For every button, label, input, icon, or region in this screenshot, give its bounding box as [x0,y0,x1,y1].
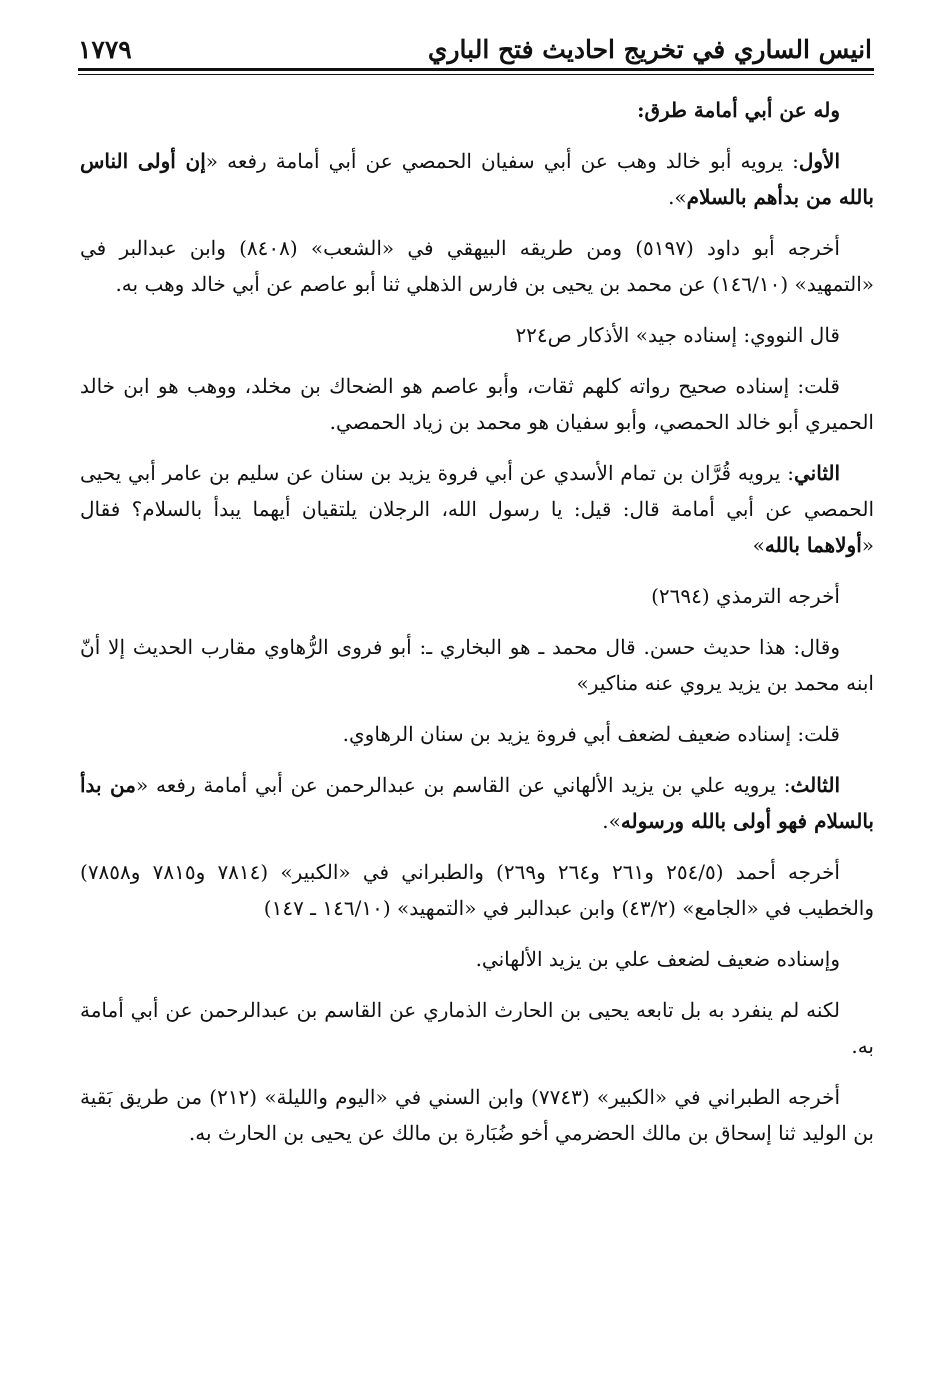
paragraph [80,854,874,926]
paragraph [80,143,874,215]
bold-text: الأول [798,149,841,173]
running-header [78,28,872,68]
text-run: أخرجه أبو داود (٥١٩٧) ومن طريقه البيهقي في «الشعب» (٨٤٠٨) وابن عبدالبر في «التمهيد» (١٤٦/١٠) عن محمد بن يحيى بن فارس الذهلي ثنا أبو عاصم عن أبي خالد وهب به. [80,236,874,296]
text-run: ». [602,809,621,833]
paragraph [80,455,874,563]
text-run: وإسناده ضعيف لضعف علي بن يزيد الألهاني. [475,947,840,971]
text-run: أخرجه الترمذي (٢٦٩٤) [651,584,840,608]
paragraph [80,629,874,701]
bold-text: الثاني [793,461,840,485]
paragraph [80,941,874,977]
paragraph [80,92,874,128]
text-run: » [752,533,765,557]
paragraph [80,992,874,1064]
paragraph [80,716,874,752]
paragraph [80,1079,874,1151]
text-run: لكنه لم ينفرد به بل تابعه يحيى بن الحارث الذماري عن القاسم بن عبدالرحمن عن أبي أمامة به. [80,998,874,1058]
text-run: قلت: إسناده صحيح رواته كلهم ثقات، وأبو عاصم هو الضحاك بن مخلد، ووهب هو ابن خالد الحميري أبو خالد الحمصي، وأبو سفيان هو محمد بن زياد الحمصي. [80,374,874,434]
bold-text: الثالث [790,773,840,797]
paragraph [80,767,874,839]
header-rule-thin [78,74,874,75]
text-run: قلت: إسناده ضعيف لضعف أبي فروة يزيد بن سنان الرهاوي. [342,722,840,746]
paragraph [80,317,874,353]
bold-text: وله عن أبي أمامة طرق: [637,98,840,122]
text-run: : يرويه أبو خالد وهب عن أبي سفيان الحمصي عن أبي أمامة رفعه « [205,149,799,173]
text-run: ». [668,185,687,209]
body-text [80,92,874,1166]
text-run: : يرويه علي بن يزيد الألهاني عن القاسم بن عبدالرحمن عن أبي أمامة رفعه « [135,773,791,797]
text-run: أخرجه الطبراني في «الكبير» (٧٧٤٣) وابن السني في «اليوم والليلة» (٢١٢) من طريق بَقية بن الوليد ثنا إسحاق بن مالك الحضرمي أخو ضُبَارة بن مالك عن يحيى بن الحارث به. [80,1085,874,1145]
text-run: قال النووي: إسناده جيد» الأذكار ص٢٢٤ [515,323,840,347]
paragraph [80,368,874,440]
bold-text: إن أولى الناس بالله من بدأهم بالسلام [80,149,874,209]
header-rule-thick [78,68,874,71]
text-run: وقال: هذا حديث حسن. قال محمد ـ هو البخاري ـ: أبو فروى الرُّهاوي مقارب الحديث إلا أنّ ابنه محمد بن يزيد يروي عنه مناكير» [80,635,874,695]
paragraph [80,230,874,302]
bold-text: من بدأ بالسلام فهو أولى بالله ورسوله [80,773,874,833]
text-run: أخرجه أحمد (٢٥٤/٥ و٢٦١ و٢٦٤ و٢٦٩) والطبراني في «الكبير» (٧٨١٤ و٧٨١٥ و٧٨٥٨) والخطيب في «الجامع» (٤٣/٢) وابن عبدالبر في «التمهيد» (١٤٦/١٠ ـ ١٤٧) [80,860,874,920]
bold-text: أولاهما بالله [764,533,862,557]
text-run: : يرويه قُرَّان بن تمام الأسدي عن أبي فروة يزيد بن سنان عن سليم بن عامر أبي يحيى الحمصي عن أبي أمامة قال: قيل: يا رسول الله، الرجلان يلتقيان أيهما يبدأ بالسلام؟ فقال « [80,461,874,557]
book-title: انيس الساري في تخريج احاديث فتح الباري [427,35,872,64]
page-number: ١٧٧٩ [78,35,132,64]
paragraph [80,578,874,614]
